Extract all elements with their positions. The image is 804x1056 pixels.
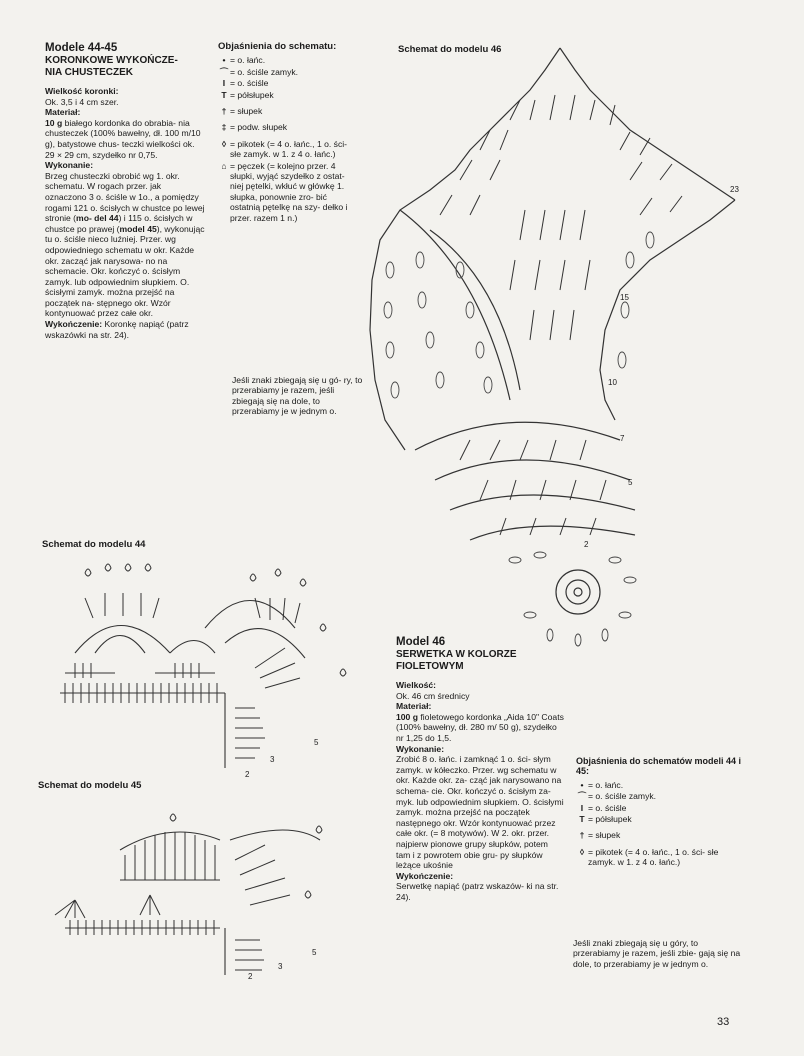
model-46-material-description: fioletowego kordonka „Aida 10" Coats (100% bawełny, dł. 280 m/ 50 g), szydełko nr 1,25 do 1,5.	[396, 711, 564, 743]
round-number-5: 5	[628, 478, 633, 487]
legend-text: = podw. słupek	[230, 122, 288, 133]
round-number-7: 7	[620, 434, 625, 443]
diagram-45-title: Schemat do modelu 45	[38, 780, 142, 791]
legend-item	[218, 90, 356, 100]
diagram-44-title: Schemat do modelu 44	[42, 539, 146, 550]
legend-item	[218, 122, 356, 132]
legend-item	[576, 780, 746, 790]
model-46-column	[396, 636, 564, 902]
single-crochet-icon: I	[222, 78, 226, 89]
model-46-work-text: Zrobić 8 o. łańc. i zamknąć 1 o. ści- słym zamyk. w kółeczko. Przer. wg schematu w okr. Każde okr. za- cząć jak narysowano na schema- cie. Okr. kończyć o. ścisłym za- myk. lub odpowiednim słupkiem. O. ścisłymi zamyk. można przejść na początek następnego okr. Wzór kontynuować przez całe okr. (= 8 motywów). W 2. okr. przer. najpierw pionowe grupy słupków, potem tam i z powrotem obie gru- py słupków leżące ukośnie	[396, 754, 564, 871]
double-crochet-icon: †	[221, 106, 227, 117]
round-number-3-model-45: 3	[278, 962, 283, 971]
model-46-size-label: Wielkość:	[396, 680, 437, 690]
material-label: Materiał:	[45, 107, 81, 118]
models-44-45-title: Modele 44-45	[45, 42, 118, 54]
round-number-2: 2	[584, 540, 589, 549]
legend-item	[576, 814, 746, 824]
legend-text: = pikotek (= 4 o. łańc., 1 o. ści- słe zamyk. w 1. z 4 o. łańc.)	[588, 846, 719, 868]
material-text	[45, 118, 205, 160]
legend-text: = o. łańc.	[588, 779, 624, 790]
legend-top	[218, 42, 356, 224]
work-text-part-1: Brzeg chusteczki obrobić wg 1. okr. schematu. W rogach przer. jak oznaczono 3 o. ściśle w 1o., a pomiędzy rogami 121 o. ścisłych w chustce po lewej stronie (	[45, 170, 205, 224]
half-double-icon: T	[221, 89, 227, 100]
legend-item	[576, 830, 746, 840]
work-text	[45, 171, 205, 319]
picot-icon: ◊	[579, 846, 585, 857]
legend-text: = o. ściśle	[588, 802, 627, 813]
model-46-work-label: Wykonanie:	[396, 743, 445, 754]
legend-item	[576, 791, 746, 801]
legend-text: = o. ściśle zamyk.	[588, 791, 657, 802]
model-46-material-amount: 100 g	[396, 711, 418, 722]
diagram-46	[360, 40, 780, 660]
models-44-45-subtitle-2: NIA CHUSTECZEK	[45, 66, 133, 78]
legend-bottom-note: Jeśli znaki zbiegają się u góry, to przerabiamy je razem, jeśli zbie- gają się na dole, to przerabiamy je w jednym o.	[573, 938, 741, 969]
model-46-subtitle-1: SERWETKA W KOLORZE	[396, 649, 517, 660]
finish-description: Koronkę napiąć (patrz wskazówki na str. 24).	[45, 319, 189, 340]
slip-stitch-icon: ⌒	[577, 791, 587, 802]
cluster-icon: ⌂	[221, 160, 227, 171]
legend-text: = o. łańc.	[230, 55, 266, 66]
legend-text: = słupek	[588, 830, 621, 841]
model-46-material-text	[396, 712, 564, 744]
size-label: Wielkość koronki:	[45, 86, 119, 96]
legend-text: = półsłupek	[588, 814, 632, 825]
work-text-part-2: ) i 115 o. ścisłych w chustce po prawej (	[45, 213, 193, 234]
model-46-subtitle-2: FIOLETOWYM	[396, 660, 464, 672]
size-text: Ok. 3,5 i 4 cm szer.	[45, 96, 119, 107]
legend-text: = o. ściśle zamyk.	[230, 66, 299, 77]
diagram-46-title: Schemat do modelu 46	[398, 44, 502, 55]
legend-text: = pęczek (= kolejno przer. 4 słupki, wyjąć szydełko z ostat- niej pętelki, wkłuć w główkę 1. słupka, ponownie zro- bić ostatnią pętelkę na szy- dełko i przer. razem 1 n.)	[230, 160, 348, 223]
models-44-45-subtitle-1: KORONKOWE WYKOŃCZE-	[45, 55, 178, 66]
slip-stitch-icon: ⌒	[219, 66, 229, 77]
legend-bottom-title: Objaśnienia do schematów modeli 44 i 45:	[576, 756, 742, 777]
round-number-15: 15	[620, 293, 629, 302]
model-46-size-text: Ok. 46 cm średnicy	[396, 690, 470, 701]
legend-item	[218, 161, 356, 223]
treble-crochet-icon: ‡	[221, 122, 227, 133]
model-46-finish-text: Serwetkę napiąć (patrz wskazów- ki na str. 24).	[396, 881, 559, 902]
work-model-44: mo- del 44	[76, 213, 119, 224]
double-crochet-icon: †	[579, 830, 585, 841]
work-text-part-3: ), wykonując tu o. ściśle nieco luźniej. Przer. wg odpowiedniego schematu w okr. Każde okr. zacząć jak narysowa- no na schemacie. Okr. kończyć o. ścisłym zamyk. lub odpowiednim słupkiem. O. ścisłymi zamyk. można przejść na początek na- stępnego okr. Wzór kontynuować przez całe okr.	[45, 223, 205, 319]
round-number-23: 23	[730, 185, 739, 194]
half-double-icon: T	[579, 814, 585, 825]
diagram-45	[50, 800, 340, 980]
legend-item	[218, 106, 356, 116]
round-number-2-model-45: 2	[248, 972, 253, 981]
left-column	[45, 42, 205, 340]
round-number-5-model-45: 5	[312, 948, 317, 957]
legend-text: = pikotek (= 4 o. łańc., 1 o. ści- słe zamyk. w 1. z 4 o. łańc.)	[230, 138, 348, 160]
picot-icon: ◊	[221, 138, 227, 149]
size-section	[45, 86, 205, 340]
model-46-title: Model 46	[396, 636, 446, 648]
model-46-body	[396, 680, 564, 902]
material-amount: 10 g	[45, 117, 63, 128]
work-model-45: model 45	[119, 223, 157, 234]
legend-item	[218, 55, 356, 65]
chain-icon: •	[222, 55, 226, 66]
legend-text: = o. ściśle	[230, 78, 269, 89]
round-number-2-model-44: 2	[245, 770, 250, 779]
round-number-3-model-44: 3	[270, 755, 275, 764]
legend-item	[218, 139, 356, 160]
single-crochet-icon: I	[580, 802, 584, 813]
model-46-finish-label: Wykończenie:	[396, 870, 454, 881]
chain-icon: •	[580, 779, 584, 790]
finish-label: Wykończenie:	[45, 319, 103, 330]
legend-text: = półsłupek	[230, 89, 274, 100]
legend-bottom	[576, 756, 746, 869]
material-description: białego kordonka do obrabia- nia chusteczek (100% bawełny, dł. 100 m/10 g), batystowe chus- teczki wielkości ok. 29 × 29 cm, szydełko nr 0,75.	[45, 117, 201, 160]
legend-item	[576, 847, 746, 868]
work-label: Wykonanie:	[45, 160, 94, 171]
legend-top-title: Objaśnienia do schematu:	[218, 41, 337, 52]
legend-item	[218, 67, 356, 77]
finish-text	[45, 319, 205, 340]
legend-item	[218, 78, 356, 88]
round-number-5-model-44: 5	[314, 738, 319, 747]
page-number: 33	[717, 1016, 730, 1028]
round-number-10: 10	[608, 378, 617, 387]
legend-top-note: Jeśli znaki zbiegają się u gó- ry, to przerabiamy je razem, jeśli zbiegają się na dole, to przerabiamy je w jednym o.	[232, 375, 363, 417]
diagram-44	[55, 558, 355, 778]
legend-item	[576, 803, 746, 813]
legend-text: = słupek	[230, 106, 263, 117]
model-46-material-label: Materiał:	[396, 701, 432, 712]
